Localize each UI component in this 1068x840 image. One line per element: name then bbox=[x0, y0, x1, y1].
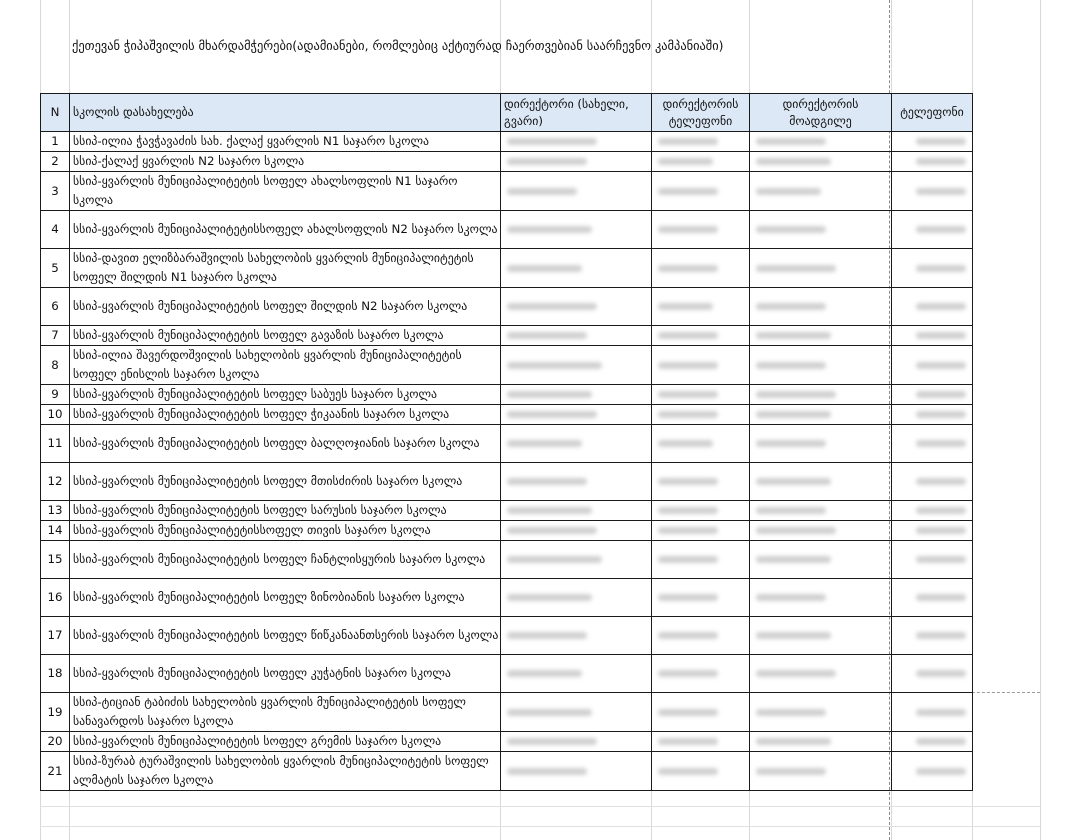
row-number[interactable]: 5 bbox=[41, 249, 70, 288]
supporters-table bbox=[40, 93, 973, 791]
redacted-value bbox=[756, 265, 836, 272]
redacted-value bbox=[756, 738, 831, 745]
director-name-cell[interactable] bbox=[501, 385, 652, 405]
director-name-cell[interactable] bbox=[501, 521, 652, 541]
school-name-cell[interactable]: სსიპ-ყვარლის მუნიციპალიტეტის სოფელ წიწკანაანთსერის საჯარო სკოლა bbox=[70, 617, 501, 655]
table-row bbox=[41, 501, 973, 521]
redacted-value bbox=[658, 362, 718, 369]
redacted-value bbox=[507, 158, 587, 165]
phone-cell[interactable] bbox=[892, 249, 973, 288]
director-name-cell[interactable] bbox=[501, 463, 652, 501]
director-name-cell[interactable] bbox=[501, 152, 652, 172]
phone-cell[interactable] bbox=[892, 172, 973, 211]
table-row bbox=[41, 288, 973, 326]
school-name-cell[interactable]: სსიპ-ზურაბ ტურაშვილის სახელობის ყვარლის მუნიციპალიტეტის სოფელ ალმატის საჯარო სკოლა bbox=[70, 752, 501, 791]
director-name-cell[interactable] bbox=[501, 288, 652, 326]
phone-cell[interactable] bbox=[892, 288, 973, 326]
director-phone-cell[interactable] bbox=[652, 132, 750, 152]
row-number[interactable]: 1 bbox=[41, 132, 70, 152]
row-number[interactable]: 17 bbox=[41, 617, 70, 655]
table-row bbox=[41, 521, 973, 541]
redacted-value bbox=[756, 507, 826, 514]
school-name-cell[interactable]: სსიპ-ყვარლის მუნიციპალიტეტის სოფელ გრემის საჯარო სკოლა bbox=[70, 732, 501, 752]
redacted-value bbox=[916, 632, 966, 639]
deputy-cell[interactable] bbox=[750, 501, 892, 521]
redacted-value bbox=[507, 507, 592, 514]
redacted-value bbox=[507, 411, 597, 418]
phone-cell[interactable] bbox=[892, 405, 973, 425]
deputy-cell[interactable] bbox=[750, 579, 892, 617]
director-name-cell[interactable] bbox=[501, 541, 652, 579]
redacted-value bbox=[756, 440, 826, 447]
redacted-value bbox=[756, 362, 826, 369]
redacted-value bbox=[658, 303, 713, 310]
redacted-value bbox=[756, 670, 836, 677]
director-name-cell[interactable] bbox=[501, 501, 652, 521]
director-phone-cell[interactable] bbox=[652, 152, 750, 172]
redacted-value bbox=[916, 768, 966, 775]
school-name-cell[interactable]: სსიპ-ილია შავერდოშვილის სახელობის ყვარლის მუნიციპალიტეტის სოფელ ენისლის საჯარო სკოლა bbox=[70, 346, 501, 385]
row-number[interactable]: 11 bbox=[41, 425, 70, 463]
table-row bbox=[41, 463, 973, 501]
phone-cell[interactable] bbox=[892, 132, 973, 152]
redacted-value bbox=[916, 440, 966, 447]
header-phone[interactable]: ტელეფონი bbox=[892, 94, 973, 132]
redacted-value bbox=[658, 265, 718, 272]
table-row bbox=[41, 132, 973, 152]
redacted-value bbox=[756, 226, 826, 233]
redacted-value bbox=[658, 138, 718, 145]
redacted-value bbox=[756, 768, 826, 775]
redacted-value bbox=[756, 556, 831, 563]
phone-cell[interactable] bbox=[892, 655, 973, 693]
director-name-cell[interactable] bbox=[501, 732, 652, 752]
phone-cell[interactable] bbox=[892, 463, 973, 501]
phone-cell[interactable] bbox=[892, 521, 973, 541]
redacted-value bbox=[507, 226, 592, 233]
row-number[interactable]: 4 bbox=[41, 211, 70, 249]
deputy-cell[interactable] bbox=[750, 463, 892, 501]
director-name-cell[interactable] bbox=[501, 346, 652, 385]
redacted-value bbox=[658, 709, 718, 716]
header-deputy[interactable]: დირექტორის მოადგილე bbox=[750, 94, 892, 132]
redacted-value bbox=[658, 768, 718, 775]
redacted-value bbox=[756, 391, 836, 398]
deputy-cell[interactable] bbox=[750, 693, 892, 732]
school-name-cell[interactable]: სსიპ-ყვარლის მუნიციპალიტეტის სოფელ საბუეს საჯარო სკოლა bbox=[70, 385, 501, 405]
row-number[interactable]: 9 bbox=[41, 385, 70, 405]
redacted-value bbox=[916, 303, 966, 310]
deputy-cell[interactable] bbox=[750, 249, 892, 288]
redacted-value bbox=[756, 158, 831, 165]
table-row bbox=[41, 693, 973, 732]
table-row bbox=[41, 732, 973, 752]
redacted-value bbox=[916, 478, 966, 485]
phone-cell[interactable] bbox=[892, 425, 973, 463]
redacted-value bbox=[507, 138, 597, 145]
redacted-value bbox=[756, 188, 821, 195]
director-phone-cell[interactable] bbox=[652, 501, 750, 521]
redacted-value bbox=[507, 265, 582, 272]
director-phone-cell[interactable] bbox=[652, 346, 750, 385]
redacted-value bbox=[658, 478, 718, 485]
table-row bbox=[41, 405, 973, 425]
director-phone-cell[interactable] bbox=[652, 463, 750, 501]
director-phone-cell[interactable] bbox=[652, 752, 750, 791]
deputy-cell[interactable] bbox=[750, 152, 892, 172]
director-name-cell[interactable] bbox=[501, 655, 652, 693]
phone-cell[interactable] bbox=[892, 617, 973, 655]
school-name-cell[interactable]: სსიპ-ილია ჭავჭავაძის სახ. ქალაქ ყვარლის N1 საჯარო სკოლა bbox=[70, 132, 501, 152]
school-name-cell[interactable]: სსიპ-ყვარლის მუნიციპალიტეტის სოფელ კუჭატნის საჯარო სკოლა bbox=[70, 655, 501, 693]
director-name-cell[interactable] bbox=[501, 752, 652, 791]
redacted-value bbox=[658, 332, 718, 339]
table-row bbox=[41, 752, 973, 791]
redacted-value bbox=[658, 411, 718, 418]
header-director-phone[interactable]: დირექტორის ტელეფონი bbox=[652, 94, 750, 132]
table-row bbox=[41, 425, 973, 463]
redacted-value bbox=[916, 556, 966, 563]
row-number[interactable]: 18 bbox=[41, 655, 70, 693]
row-number[interactable]: 21 bbox=[41, 752, 70, 791]
redacted-value bbox=[756, 138, 826, 145]
row-number[interactable]: 15 bbox=[41, 541, 70, 579]
deputy-cell[interactable] bbox=[750, 346, 892, 385]
header-school[interactable]: სკოლის დასახელება bbox=[70, 94, 501, 132]
phone-cell[interactable] bbox=[892, 211, 973, 249]
row-number[interactable]: 3 bbox=[41, 172, 70, 211]
deputy-cell[interactable] bbox=[750, 425, 892, 463]
school-name-cell[interactable]: სსიპ-ყვარლის მუნიციპალიტეტის სოფელ სარუსის საჯარო სკოლა bbox=[70, 501, 501, 521]
table-row bbox=[41, 655, 973, 693]
redacted-value bbox=[916, 226, 966, 233]
director-phone-cell[interactable] bbox=[652, 655, 750, 693]
redacted-value bbox=[507, 440, 582, 447]
deputy-cell[interactable] bbox=[750, 326, 892, 346]
row-number[interactable]: 13 bbox=[41, 501, 70, 521]
redacted-value bbox=[658, 440, 713, 447]
row-number[interactable]: 8 bbox=[41, 346, 70, 385]
row-number[interactable]: 12 bbox=[41, 463, 70, 501]
redacted-value bbox=[658, 226, 718, 233]
table-row bbox=[41, 326, 973, 346]
redacted-value bbox=[507, 670, 582, 677]
deputy-cell[interactable] bbox=[750, 521, 892, 541]
deputy-cell[interactable] bbox=[750, 385, 892, 405]
redacted-value bbox=[507, 478, 587, 485]
director-phone-cell[interactable] bbox=[652, 521, 750, 541]
sheet-title: ქეთევან ჭიპაშვილის მხარდამჭერები(ადამიანები, რომლებიც აქტიურად ჩაერთვებიან საარჩევნო კამპანიაში) bbox=[72, 38, 724, 53]
director-phone-cell[interactable] bbox=[652, 405, 750, 425]
table-row bbox=[41, 211, 973, 249]
table-row bbox=[41, 385, 973, 405]
table-row bbox=[41, 152, 973, 172]
redacted-value bbox=[756, 411, 831, 418]
table-row bbox=[41, 579, 973, 617]
deputy-cell[interactable] bbox=[750, 405, 892, 425]
redacted-value bbox=[507, 303, 597, 310]
redacted-value bbox=[658, 738, 718, 745]
phone-cell[interactable] bbox=[892, 501, 973, 521]
deputy-cell[interactable] bbox=[750, 132, 892, 152]
redacted-value bbox=[756, 632, 831, 639]
deputy-cell[interactable] bbox=[750, 172, 892, 211]
table-row bbox=[41, 172, 973, 211]
redacted-value bbox=[756, 594, 826, 601]
director-name-cell[interactable] bbox=[501, 249, 652, 288]
table-row bbox=[41, 346, 973, 385]
row-number[interactable]: 16 bbox=[41, 579, 70, 617]
redacted-value bbox=[507, 738, 597, 745]
table-row bbox=[41, 617, 973, 655]
phone-cell[interactable] bbox=[892, 152, 973, 172]
phone-cell[interactable] bbox=[892, 752, 973, 791]
school-name-cell[interactable]: სსიპ-ყვარლის მუნიციპალიტეტის სოფელ შილდის N2 საჯარო სკოლა bbox=[70, 288, 501, 326]
director-name-cell[interactable] bbox=[501, 326, 652, 346]
redacted-value bbox=[658, 188, 718, 195]
redacted-value bbox=[916, 527, 966, 534]
director-phone-cell[interactable] bbox=[652, 326, 750, 346]
school-name-cell[interactable]: სსიპ-ყვარლის მუნიციპალიტეტის სოფელ ახალსოფლის N1 საჯარო სკოლა bbox=[70, 172, 501, 211]
school-name-cell[interactable]: სსიპ-დავით ელიზბარაშვილის სახელობის ყვარლის მუნიციპალიტეტის სოფელ შილდის N1 საჯარო სკოლა bbox=[70, 249, 501, 288]
row-number[interactable]: 19 bbox=[41, 693, 70, 732]
deputy-cell[interactable] bbox=[750, 541, 892, 579]
phone-cell[interactable] bbox=[892, 579, 973, 617]
redacted-value bbox=[658, 594, 718, 601]
deputy-cell[interactable] bbox=[750, 211, 892, 249]
table-row bbox=[41, 249, 973, 288]
deputy-cell[interactable] bbox=[750, 655, 892, 693]
deputy-cell[interactable] bbox=[750, 752, 892, 791]
redacted-value bbox=[756, 303, 826, 310]
redacted-value bbox=[916, 594, 966, 601]
redacted-value bbox=[507, 188, 577, 195]
row-number[interactable]: 7 bbox=[41, 326, 70, 346]
redacted-value bbox=[507, 768, 587, 775]
school-name-cell[interactable]: სსიპ-ტიციან ტაბიძის სახელობის ყვარლის მუნიციპალიტეტის სოფელ სანავარდოს საჯარო სკოლა bbox=[70, 693, 501, 732]
school-name-cell[interactable]: სსიპ-ყვარლის მუნიციპალიტეტის სოფელ ზინობიანის საჯარო სკოლა bbox=[70, 579, 501, 617]
director-phone-cell[interactable] bbox=[652, 579, 750, 617]
phone-cell[interactable] bbox=[892, 693, 973, 732]
director-name-cell[interactable] bbox=[501, 132, 652, 152]
school-name-cell[interactable]: სსიპ-ქალაქ ყვარლის N2 საჯარო სკოლა bbox=[70, 152, 501, 172]
director-phone-cell[interactable] bbox=[652, 385, 750, 405]
deputy-cell[interactable] bbox=[750, 617, 892, 655]
redacted-value bbox=[507, 632, 587, 639]
redacted-value bbox=[916, 670, 966, 677]
phone-cell[interactable] bbox=[892, 346, 973, 385]
redacted-value bbox=[916, 411, 966, 418]
redacted-value bbox=[916, 265, 966, 272]
row-number[interactable]: 14 bbox=[41, 521, 70, 541]
header-director[interactable]: დირექტორი (სახელი, გვარი) bbox=[501, 94, 652, 132]
director-name-cell[interactable] bbox=[501, 693, 652, 732]
director-phone-cell[interactable] bbox=[652, 541, 750, 579]
redacted-value bbox=[756, 527, 836, 534]
redacted-value bbox=[507, 594, 592, 601]
director-phone-cell[interactable] bbox=[652, 425, 750, 463]
redacted-value bbox=[507, 332, 587, 339]
redacted-value bbox=[658, 670, 718, 677]
director-phone-cell[interactable] bbox=[652, 288, 750, 326]
school-name-cell[interactable]: სსიპ-ყვარლის მუნიციპალიტეტისსოფელ ახალსოფლის N2 საჯარო სკოლა bbox=[70, 211, 501, 249]
director-phone-cell[interactable] bbox=[652, 693, 750, 732]
redacted-value bbox=[507, 391, 592, 398]
table-row bbox=[41, 541, 973, 579]
redacted-value bbox=[658, 158, 713, 165]
director-phone-cell[interactable] bbox=[652, 211, 750, 249]
redacted-value bbox=[756, 332, 831, 339]
school-name-cell[interactable]: სსიპ-ყვარლის მუნიციპალიტეტის სოფელ გავაზის საჯარო სკოლა bbox=[70, 326, 501, 346]
school-name-cell[interactable]: სსიპ-ყვარლის მუნიციპალიტეტისსოფელ თივის საჯარო სკოლა bbox=[70, 521, 501, 541]
redacted-value bbox=[658, 391, 718, 398]
redacted-value bbox=[756, 709, 826, 716]
row-number[interactable]: 2 bbox=[41, 152, 70, 172]
redacted-value bbox=[916, 709, 966, 716]
row-number[interactable]: 20 bbox=[41, 732, 70, 752]
director-name-cell[interactable] bbox=[501, 579, 652, 617]
redacted-value bbox=[507, 362, 602, 369]
director-phone-cell[interactable] bbox=[652, 249, 750, 288]
phone-cell[interactable] bbox=[892, 541, 973, 579]
redacted-value bbox=[658, 632, 718, 639]
director-phone-cell[interactable] bbox=[652, 617, 750, 655]
school-name-cell[interactable]: სსიპ-ყვარლის მუნიციპალიტეტის სოფელ ჭიკაანის საჯარო სკოლა bbox=[70, 405, 501, 425]
redacted-value bbox=[916, 138, 966, 145]
redacted-value bbox=[916, 391, 966, 398]
redacted-value bbox=[658, 527, 718, 534]
director-name-cell[interactable] bbox=[501, 425, 652, 463]
school-name-cell[interactable]: სსიპ-ყვარლის მუნიციპალიტეტის სოფელ ჩანტლისყურის საჯარო სკოლა bbox=[70, 541, 501, 579]
header-row bbox=[41, 94, 973, 132]
redacted-value bbox=[507, 709, 592, 716]
row-number[interactable]: 10 bbox=[41, 405, 70, 425]
redacted-value bbox=[916, 188, 966, 195]
header-n[interactable]: N bbox=[41, 94, 70, 132]
redacted-value bbox=[916, 362, 966, 369]
redacted-value bbox=[916, 507, 966, 514]
director-name-cell[interactable] bbox=[501, 211, 652, 249]
deputy-cell[interactable] bbox=[750, 288, 892, 326]
director-name-cell[interactable] bbox=[501, 172, 652, 211]
redacted-value bbox=[507, 527, 597, 534]
phone-cell[interactable] bbox=[892, 326, 973, 346]
director-phone-cell[interactable] bbox=[652, 172, 750, 211]
director-name-cell[interactable] bbox=[501, 405, 652, 425]
school-name-cell[interactable]: სსიპ-ყვარლის მუნიციპალიტეტის სოფელ მთისძირის საჯარო სკოლა bbox=[70, 463, 501, 501]
redacted-value bbox=[658, 556, 718, 563]
director-phone-cell[interactable] bbox=[652, 732, 750, 752]
phone-cell[interactable] bbox=[892, 732, 973, 752]
redacted-value bbox=[756, 478, 831, 485]
redacted-value bbox=[916, 332, 966, 339]
school-name-cell[interactable]: სსიპ-ყვარლის მუნიციპალიტეტის სოფელ ბალღოჯიანის საჯარო სკოლა bbox=[70, 425, 501, 463]
phone-cell[interactable] bbox=[892, 385, 973, 405]
redacted-value bbox=[658, 507, 718, 514]
row-number[interactable]: 6 bbox=[41, 288, 70, 326]
redacted-value bbox=[916, 158, 966, 165]
redacted-value bbox=[916, 738, 966, 745]
director-name-cell[interactable] bbox=[501, 617, 652, 655]
redacted-value bbox=[507, 556, 602, 563]
deputy-cell[interactable] bbox=[750, 732, 892, 752]
